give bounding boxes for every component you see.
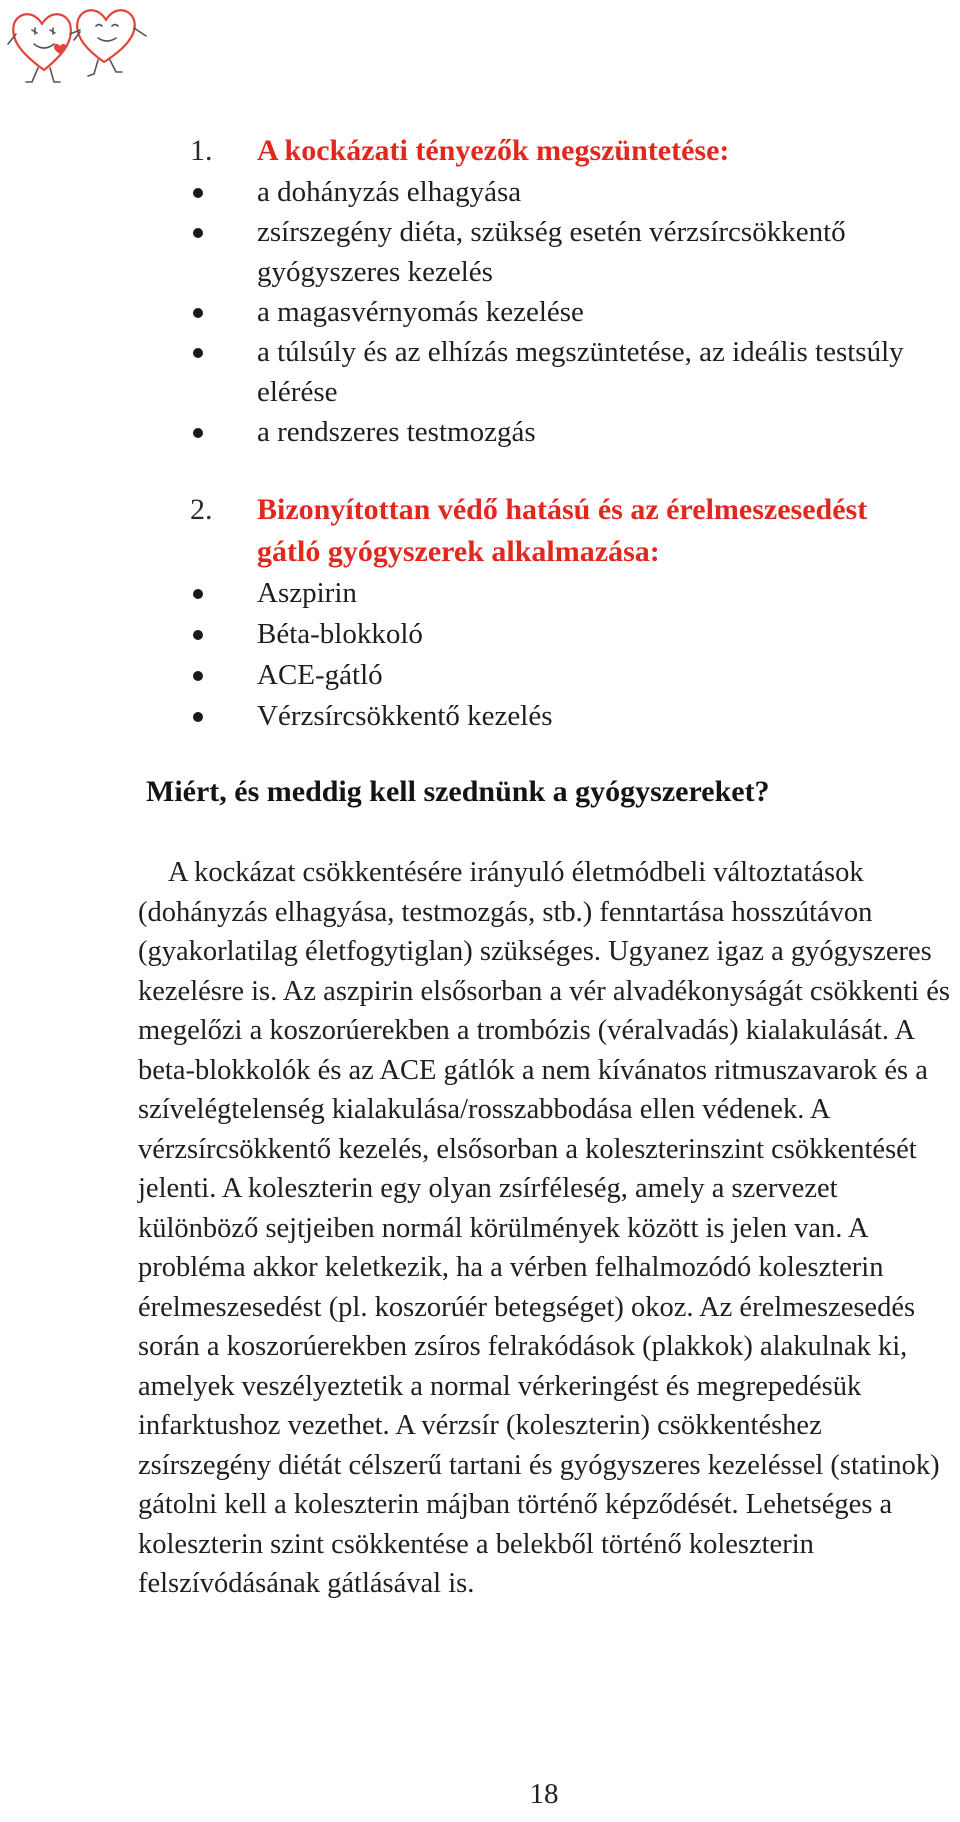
section-1-number: 1. [190, 134, 213, 167]
list-item: Vérzsírcsökkentő kezelés [190, 696, 910, 737]
list-item: a rendszeres testmozgás [190, 412, 910, 452]
page-number: 18 [529, 1778, 559, 1810]
section-1-heading [190, 130, 910, 172]
section-2-heading [190, 489, 910, 573]
two-cartoon-hearts-logo [4, 0, 156, 86]
list-item: zsírszegény diéta, szükség esetén vérzsírcsökkentő gyógyszeres kezelés [190, 212, 910, 292]
medication-list [190, 573, 910, 737]
list-item: a magasvérnyomás kezelése [190, 292, 910, 332]
risk-factor-list [190, 172, 910, 452]
section-medications [190, 489, 910, 737]
section-2-title: Bizonyítottan védő hatású és az érelmeszesedést gátló gyógyszerek alkalmazása: [257, 493, 868, 568]
section-1-title: A kockázati tényezők megszüntetése: [257, 134, 730, 167]
section-2-number: 2. [190, 493, 213, 526]
list-item: ACE-gátló [190, 655, 910, 696]
list-item: Aszpirin [190, 573, 910, 614]
section-risk-factors [190, 130, 910, 452]
list-item: Béta-blokkoló [190, 614, 910, 655]
body-paragraph: A kockázat csökkentésére irányuló életmódbeli változtatások (dohányzás elhagyása, testmozgás, stb.) fenntartása hosszútávon (gyakorlatilag életfogytiglan) szükséges. Ugyanez igaz a gyógyszeres kezelésre is. Az aszpirin elsősorban a vér alvadékonyságát csökkenti és megelőzi a koszorúerekben a trombózis (véralvadás) kialakulását. A beta-blokkolók és az ACE gátlók a nem kívánatos ritmuszavarok és a szívelégtelenség kialakulása/rosszabbodása ellen védenek. A vérzsírcsökkentő kezelés, elsősorban a koleszterinszint csökkentését jelenti. A koleszterin egy olyan zsírféleség, amely a szervezet különböző sejtjeiben normál körülmények között is jelen van. A probléma akkor keletkezik, ha a vérben felhalmozódó koleszterin érelmeszesedést (pl. koszorúér betegséget) okoz. Az érelmeszesedés során a koszorúerekben zsíros felrakódások (plakkok) alakulnak ki, amelyek veszélyeztetik a normal vérkeringést és megrepedésük infarktushoz vezethet. A vérzsír (koleszterin) csökkentéshez zsírszegény diétát célszerű tartani és gyógyszeres kezeléssel (statinok) gátolni kell a koleszterin májban történő képződését. Lehetséges a koleszterin szint csökkentése a belekből történő koleszterin felszívódásának gátlásával is. [138, 857, 950, 1599]
list-item: a túlsúly és az elhízás megszüntetése, az ideális testsúly elérése [190, 332, 910, 412]
list-item: a dohányzás elhagyása [190, 172, 910, 212]
question-heading: Miért, és meddig kell szednünk a gyógyszereket? [146, 775, 770, 808]
